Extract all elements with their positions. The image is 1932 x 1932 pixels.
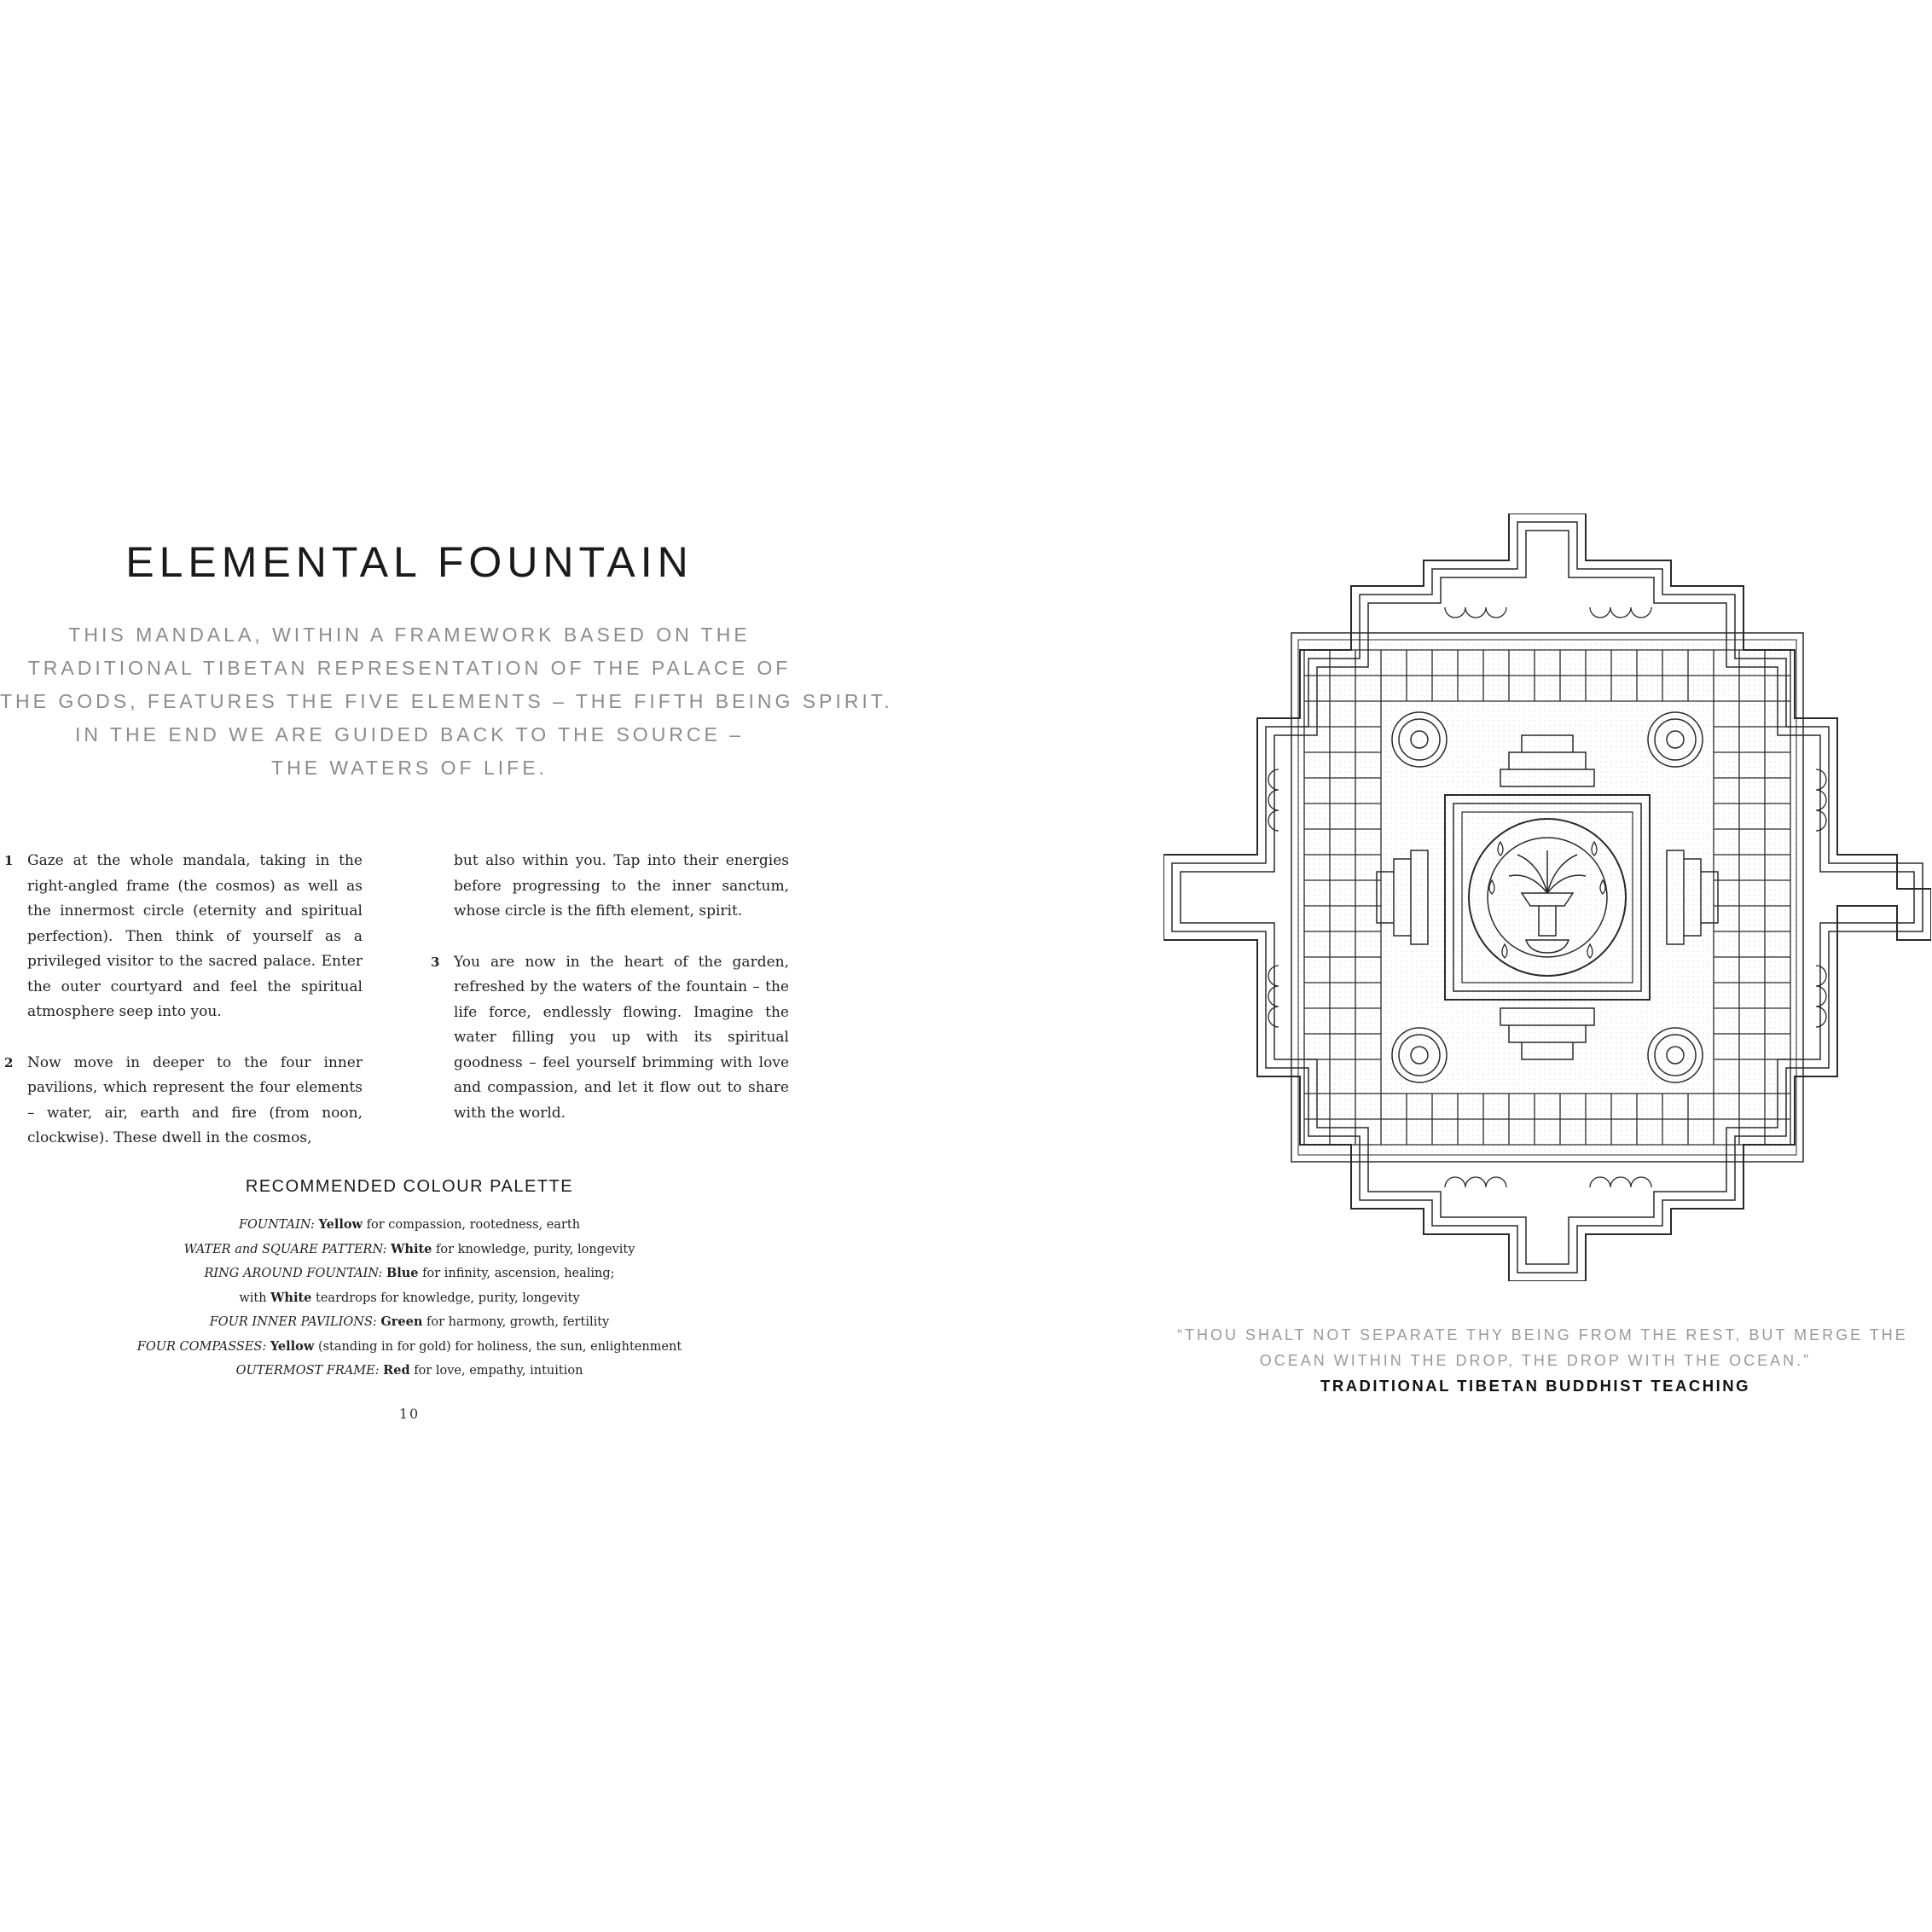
step-number: 2	[4, 1054, 14, 1070]
page-number: 10	[398, 1406, 421, 1422]
intro-text	[0, 618, 893, 785]
colour-palette	[0, 1213, 819, 1384]
step-2	[4, 1051, 363, 1152]
palette-label: OUTERMOST FRAME:	[235, 1364, 380, 1378]
step-1	[4, 849, 363, 1025]
palette-heading: RECOMMENDED COLOUR PALETTE	[245, 1177, 574, 1196]
palette-meaning: for harmony, growth, fertility	[426, 1315, 610, 1329]
intro-line: THIS MANDALA, WITHIN A FRAMEWORK BASED ON THE	[68, 624, 751, 646]
step-2-continued: but also within you. Tap into their energies before progressing to the inner sanctum, whose circle is the fifth element, spirit.	[454, 852, 789, 920]
palette-colour: Blue	[386, 1266, 419, 1280]
palette-label: FOUR INNER PAVILIONS:	[209, 1315, 377, 1329]
palette-colour: White	[391, 1241, 432, 1256]
page-title: ELEMENTAL FOUNTAIN	[125, 538, 693, 586]
palette-meaning: (standing in for gold) for holiness, the sun, enlightenment	[317, 1339, 682, 1354]
palette-line	[0, 1286, 819, 1311]
quote-line: OCEAN WITHIN THE DROP, THE DROP WITH THE OCEAN.”	[1259, 1352, 1812, 1369]
palette-label: FOUNTAIN:	[238, 1218, 315, 1232]
palette-meaning: for infinity, ascension, healing;	[422, 1267, 615, 1280]
quote	[1177, 1322, 1908, 1373]
palette-colour: White	[270, 1290, 312, 1305]
step-text: You are now in the heart of the garden, refreshed by the waters of the fountain – the life force, endlessly flowing. Imagine the water filling you up with its spiritual goodness – feel yourself brimming with love and compassion, and let it flow out to share with the world.	[454, 953, 789, 1122]
palette-line	[0, 1310, 819, 1335]
step-number: 3	[431, 954, 440, 970]
palette-label: FOUR COMPASSES:	[136, 1339, 267, 1354]
palette-meaning: for knowledge, purity, longevity	[436, 1242, 635, 1256]
palette-line	[0, 1262, 819, 1286]
intro-line: THE WATERS OF LIFE.	[271, 757, 548, 779]
step-text: Now move in deeper to the four inner pavilions, which represent the four elements – water, air, earth and fire (from noon, clockwise). These dwell in the cosmos,	[27, 1053, 363, 1146]
step-text: Gaze at the whole mandala, taking in the right-angled frame (the cosmos) as well as the innermost circle (eternity and spiritual perfection). Then think of yourself as a privileged visitor to the sacred palace. Enter the outer courtyard and feel the spiritual atmosphere seep into you.	[27, 852, 363, 1020]
palette-label: RING AROUND FOUNTAIN:	[204, 1267, 383, 1280]
intro-line: IN THE END WE ARE GUIDED BACK TO THE SOURCE –	[74, 723, 745, 746]
palette-line	[0, 1213, 819, 1238]
steps-column-left	[4, 849, 363, 1152]
palette-colour: Yellow	[270, 1338, 315, 1354]
steps-column-right	[431, 849, 789, 1126]
palette-line	[0, 1238, 819, 1262]
intro-line: TRADITIONAL TIBETAN REPRESENTATION OF THE PALACE OF	[27, 657, 792, 679]
step-number: 1	[4, 853, 14, 868]
palette-line	[0, 1359, 819, 1384]
intro-line: THE GODS, FEATURES THE FIVE ELEMENTS – THE FIFTH BEING SPIRIT.	[0, 690, 893, 712]
palette-colour: Yellow	[318, 1217, 363, 1232]
palette-colour: Green	[380, 1314, 423, 1329]
quote-attribution: TRADITIONAL TIBETAN BUDDHIST TEACHING	[1320, 1377, 1750, 1395]
quote-line: “THOU SHALT NOT SEPARATE THY BEING FROM THE REST, BUT MERGE THE	[1177, 1326, 1908, 1343]
palette-meaning: teardrops for knowledge, purity, longevity	[316, 1291, 580, 1305]
palette-prefix: with	[239, 1291, 267, 1305]
palette-label: WATER and SQUARE PATTERN:	[183, 1242, 387, 1256]
palette-colour: Red	[383, 1363, 410, 1378]
palette-meaning: for compassion, rootedness, earth	[366, 1218, 581, 1232]
palette-meaning: for love, empathy, intuition	[414, 1364, 583, 1378]
step-3	[431, 950, 789, 1127]
mandala-illustration	[1163, 513, 1931, 1281]
palette-line	[0, 1335, 819, 1360]
